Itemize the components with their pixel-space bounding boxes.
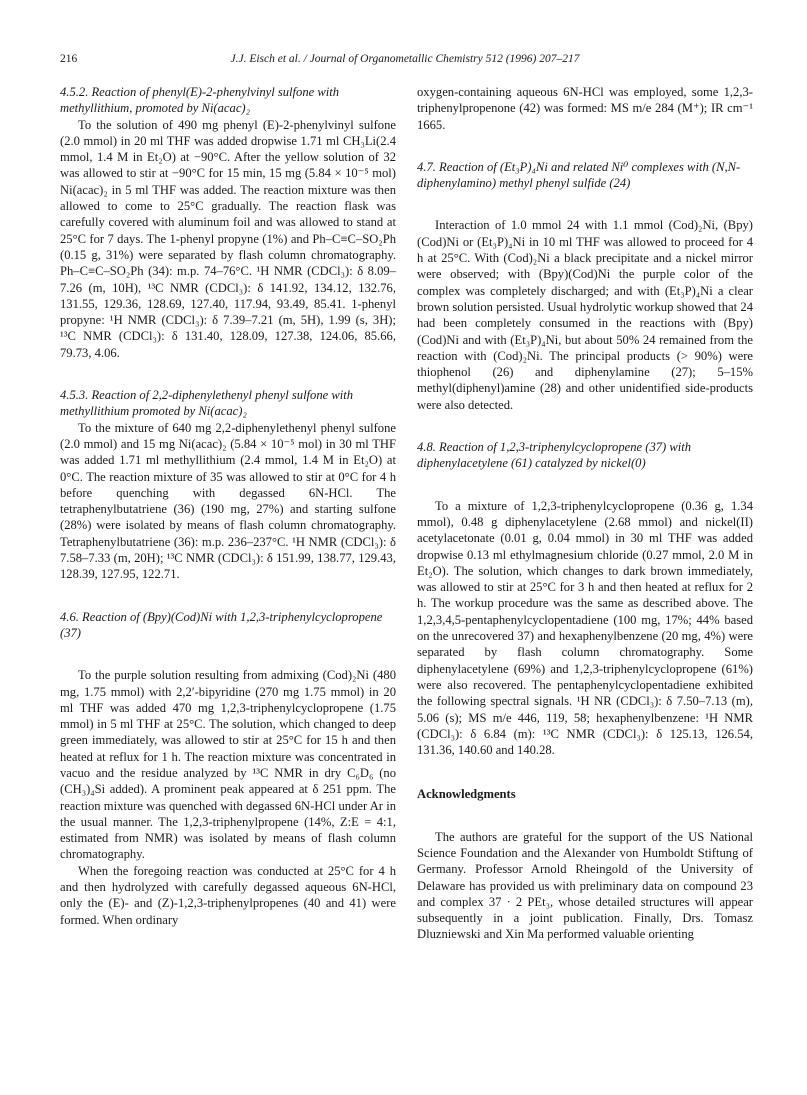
section-4-8-title: 4.8. Reaction of 1,2,3-triphenylcyclopropene (37) with diphenylacetylene (61) catalyzed by nickel(0): [417, 440, 692, 471]
section-4-6-body-1: To the purple solution resulting from admixing (Cod)₂Ni (480 mg, 1.75 mmol) with 2,2′-bipyridine (270 mg 1.75 mmol) in 20 ml THF was added 470 mg 1,2,3-triphenylcyclopropene (1.75 mmol) in 5 ml THF at 25°C. The solution, which changed to deep green immediately, was allowed to stir at 25°C for 15 h and then heated at reflux for 1 h. The reaction mixture was concentrated in vacuo and the residue analyzed by ¹³C NMR in dry C₆D₆ (no (CH₃)₄Si added). A prominent peak appeared at δ 251 ppm. The reaction mixture was quenched with degassed 6N-HCl under Ar in the usual manner. The 1,2,3-triphenylpropene (14%, Z:E = 4:1, estimated from NMR) was isolated by means of flash column chromatography.: [60, 668, 396, 862]
page-number: 216: [60, 53, 78, 65]
acknowledgments-body: The authors are grateful for the support of the US National Science Foundation and the Alexander von Humboldt Stiftung of Germany. Professor Arnold Rheingold of the University of Delaware has provided us with preliminary data on compound 23 and complex 37 · 2 PEt₃, whose detailed structures will appear subsequently in a joint publication. Finally, Drs. Tomasz Dluzniewski and Xin Ma performed valuable orienting: [417, 829, 753, 942]
section-4-5-3-body: To the mixture of 640 mg 2,2-diphenylethenyl phenyl sulfone (2.0 mmol) and 15 mg Ni(acac)₂ (5.84 × 10⁻⁵ mol) in 30 ml THF was added 1.71 ml methyllithium (2.4 mmol, 1.4 M in Et₂O) at 0°C. The reaction mixture of 35 was allowed to stir at 0°C for 4 h before quenching with degassed 6N-HCl. The tetraphenylbutatriene (36) (190 mg, 27%) and starting sulfone (28%) were isolated by means of flash column chromatography. Tetraphenylbutatriene (36): m.p. 236–237°C. ¹H NMR (CDCl₃): δ 7.58–7.33 (m, 20H); ¹³C NMR (CDCl₃): δ 151.99, 138.77, 129.43, 128.39, 127.95, 122.71.: [60, 420, 396, 582]
right-column: [417, 84, 753, 943]
section-4-6-body-2: When the foregoing reaction was conducted at 25°C for 4 h and then hydrolyzed with carefully degassed aqueous 6N-HCl, only the (E)- and (Z)-1,2,3-triphenylpropenes (40 and 41) were formed. When ordinary: [60, 863, 396, 927]
left-column: [60, 84, 396, 928]
section-4-6-title: 4.6. Reaction of (Bpy)(Cod)Ni with 1,2,3-triphenylcyclopropene (37): [60, 609, 383, 640]
section-4-5-3-title: 4.5.3. Reaction of 2,2-diphenylethenyl phenyl sulfone with methyllithium promoted by Ni(acac)₂: [60, 388, 354, 419]
acknowledgments-heading: Acknowledgments: [417, 787, 516, 802]
section-4-6-continuation: oxygen-containing aqueous 6N-HCl was employed, some 1,2,3-triphenylpropenone (42) was formed: MS m/e 284 (M⁺); IR cm⁻¹ 1665.: [417, 85, 753, 132]
section-4-8-body: To a mixture of 1,2,3-triphenylcyclopropene (0.36 g, 1.34 mmol), 0.48 g diphenylacetylene (2.68 mmol) and nickel(II) acetylacetonate (0.01 g, 0.04 mmol) in 30 ml THF was added dropwise 0.13 ml ethylmagnesium chloride (0.27 mmol, 2.0 M in Et₂O). The solution, which changes to dark brown immediately, was allowed to stir at 25°C for 3 h and then heated at reflux for 2 h. The workup procedure was the same as described above. The 1,2,3,4,5-pentaphenylcyclopentadiene (100 mg, 17%; 44% based on the unrecovered 37) and hexaphenylbenzene (20 mg, 4%) were separated by flash column chromatography. Some diphenylacetylene (69%) and 1,2,3-triphenylcyclopropene (61%) were also recovered. The pentaphenylcyclopentadiene exhibited the following spectral signals. ¹H NR (CDCl₃): δ 7.50–7.13 (m), 5.06 (s); MS m/e 446, 119, 58; hexaphenylbenzene: ¹H NMR (CDCl₃): δ 6.84 (m): ¹³C NMR (CDCl₃): δ 125.13, 126.54, 131.36, 140.60 and 140.28.: [417, 498, 753, 758]
running-title: J.J. Eisch et al. / Journal of Organometallic Chemistry 512 (1996) 207–217: [230, 53, 580, 65]
section-4-7-body: Interaction of 1.0 mmol 24 with 1.1 mmol (Cod)₂Ni, (Bpy)(Cod)Ni or (Et₃P)₄Ni in 10 ml THF was allowed to proceed for 4 h at 25°C. With (Cod)₂Ni a black precipitate and a nickel mirror were observed; with (Bpy)(Cod)Ni the purple color of the complex was completely discharged; and with (Et₃P)₄Ni a clear brown solution persisted. Usual hydrolytic workup showed that 24 had been completely consumed in the reactions with (Bpy)(Cod)Ni and with (Et₃P)₄Ni, but about 50% 24 remained from the reaction with (Cod)₂Ni. The principal products (> 90%) were thiophenol (26) and diphenylamine (27); 5–15% methyl(diphenyl)amine (28) and other unidentified side-products were also detected.: [417, 218, 753, 412]
section-4-5-2-title: 4.5.2. Reaction of phenyl(E)-2-phenylvinyl sulfone with methyllithium, promoted by Ni(acac)₂: [60, 85, 340, 116]
section-4-7-title: 4.7. Reaction of (Et₃P)₄Ni and related Ni⁰ complexes with (N,N-diphenylamino) methyl phenyl sulfide (24): [417, 159, 741, 191]
page-header: [60, 53, 750, 69]
section-4-5-2-body: To the solution of 490 mg phenyl (E)-2-phenylvinyl sulfone (2.0 mmol) in 20 ml THF was added dropwise 1.71 ml CH₃Li(2.4 mmol, 1.4 M in Et₂O) at −90°C. After the yellow solution of 32 was allowed to stir at −90°C for 15 min, 15 mg (5.84 × 10⁻⁵ mol) Ni(acac)₂ in 5 ml THF was added. The reaction mixture was then allowed to come to 25°C gradually. The reaction flask was carefully covered with aluminum foil and was allowed to stand at 25°C for 7 days. The 1-phenyl propyne (1%) and Ph–C≡C–SO₂Ph (0.15 g, 31%) were separated by flash column chromatography. Ph–C≡C–SO₂Ph (34): m.p. 74–76°C. ¹H NMR (CDCl₃): δ 8.09–7.26 (m, 10H), ¹³C NMR (CDCl₃): δ 141.92, 134.12, 132.76, 131.55, 129.36, 128.69, 127.40, 117.94, 93.49, 85.41. 1-phenyl propyne: ¹H NMR (CDCl₃): δ 7.39–7.21 (m, 5H), 1.99 (s, 3H); ¹³C NMR (CDCl₃): δ 131.40, 128.09, 127.38, 124.06, 85.66, 79.73, 4.06.: [60, 117, 396, 360]
